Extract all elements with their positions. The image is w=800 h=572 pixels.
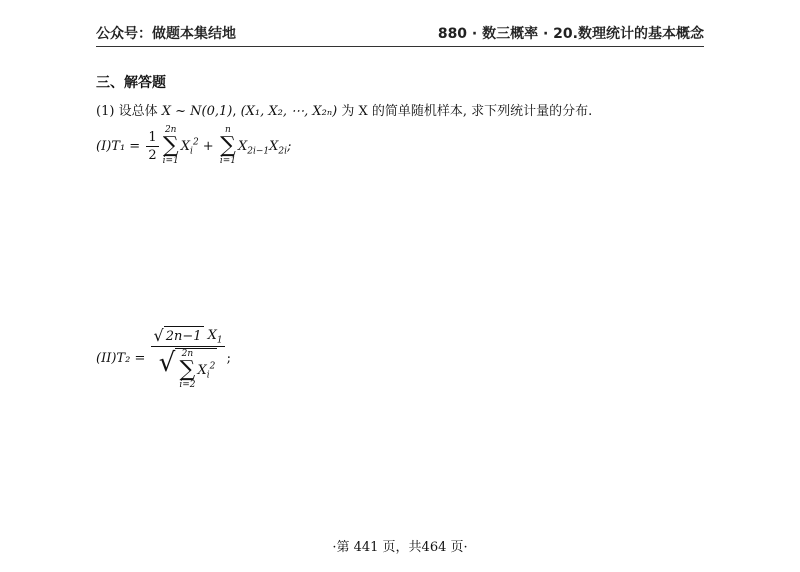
page-header xyxy=(96,20,704,46)
section-title: 三、解答题 xyxy=(96,75,166,91)
problem-stem: (1) 设总体 X ~ N(0,1), (X₁, X₂, ⋯, X₂ₙ) 为 X 的简单随机样本, 求下列统计量的分布. xyxy=(96,104,593,119)
formula-two: = √ 2n−1 $X_1$ √ 2n ∑ i=2 $X_i^2$ ; xyxy=(130,326,232,390)
formula-one: = $\frac{1}{2}$ 2n ∑ i=1 $X_i^2$ + n ∑ i=1 $X_{2i-1}X_{2i}$; xyxy=(125,125,292,166)
part-two-statistic: T₂ xyxy=(116,350,131,366)
part-one-statistic: T₁ xyxy=(111,138,126,154)
page-footer: ·第 441 页，共464 页· xyxy=(332,540,468,555)
part-two-label: (II) xyxy=(96,350,117,366)
stem-suffix: 为 X 的简单随机样本, 求下列统计量的分布. xyxy=(341,104,593,119)
stem-sample: (X₁, X₂, ⋯, X₂ₙ) xyxy=(240,104,338,119)
stem-prefix: 设总体 xyxy=(118,104,158,119)
header-right: 880 · 数三概率 · 20.数理统计的基本概念 xyxy=(437,26,704,42)
header-left: 公众号：做题本集结地 xyxy=(96,26,236,42)
stem-distribution: X ~ N(0,1) xyxy=(161,104,233,119)
part-two xyxy=(96,326,231,390)
header-divider xyxy=(96,46,704,47)
part-one-label: (I) xyxy=(96,138,112,154)
part-one xyxy=(96,126,291,166)
problem-number: (1) xyxy=(96,104,115,119)
